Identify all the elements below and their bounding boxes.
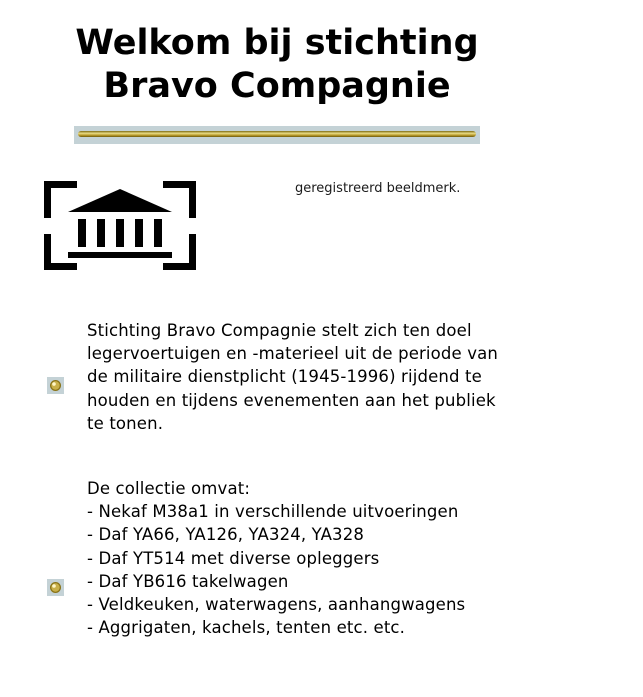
gold-bullet-icon <box>47 579 64 596</box>
page-title-line-2: Bravo Compagnie <box>103 66 451 106</box>
collection-item: - Daf YT514 met diverse opleggers <box>87 548 380 568</box>
page-title <box>0 22 554 108</box>
collection-heading: De collectie omvat: <box>87 479 251 498</box>
collection-item: - Aggrigaten, kachels, tenten etc. etc. <box>87 618 406 638</box>
mission-statement: Stichting Bravo Compagnie stelt zich ten doel legervoertuigen en -materieel uit de periode van de militaire dienstplicht (1945-1996) rijdend te houden en tijdens evenementen aan het publiek te tonen. <box>87 321 499 433</box>
collection-item: - Daf YA66, YA126, YA324, YA328 <box>87 525 365 545</box>
gold-divider-bar <box>74 126 480 144</box>
collection-item: - Nekaf M38a1 in verschillende uitvoeringen <box>87 502 459 522</box>
collection-item: - Veldkeuken, waterwagens, aanhangwagens <box>87 595 466 615</box>
logo-caption: geregistreerd beeldmerk. <box>295 181 461 196</box>
collection-list <box>87 477 487 639</box>
collection-item: - Daf YB616 takelwagen <box>87 571 289 591</box>
temple-building-icon <box>44 178 196 273</box>
gold-bullet-icon <box>47 377 64 394</box>
page-title-line-1: Welkom bij stichting <box>75 23 479 63</box>
gold-divider-rod <box>78 131 476 137</box>
